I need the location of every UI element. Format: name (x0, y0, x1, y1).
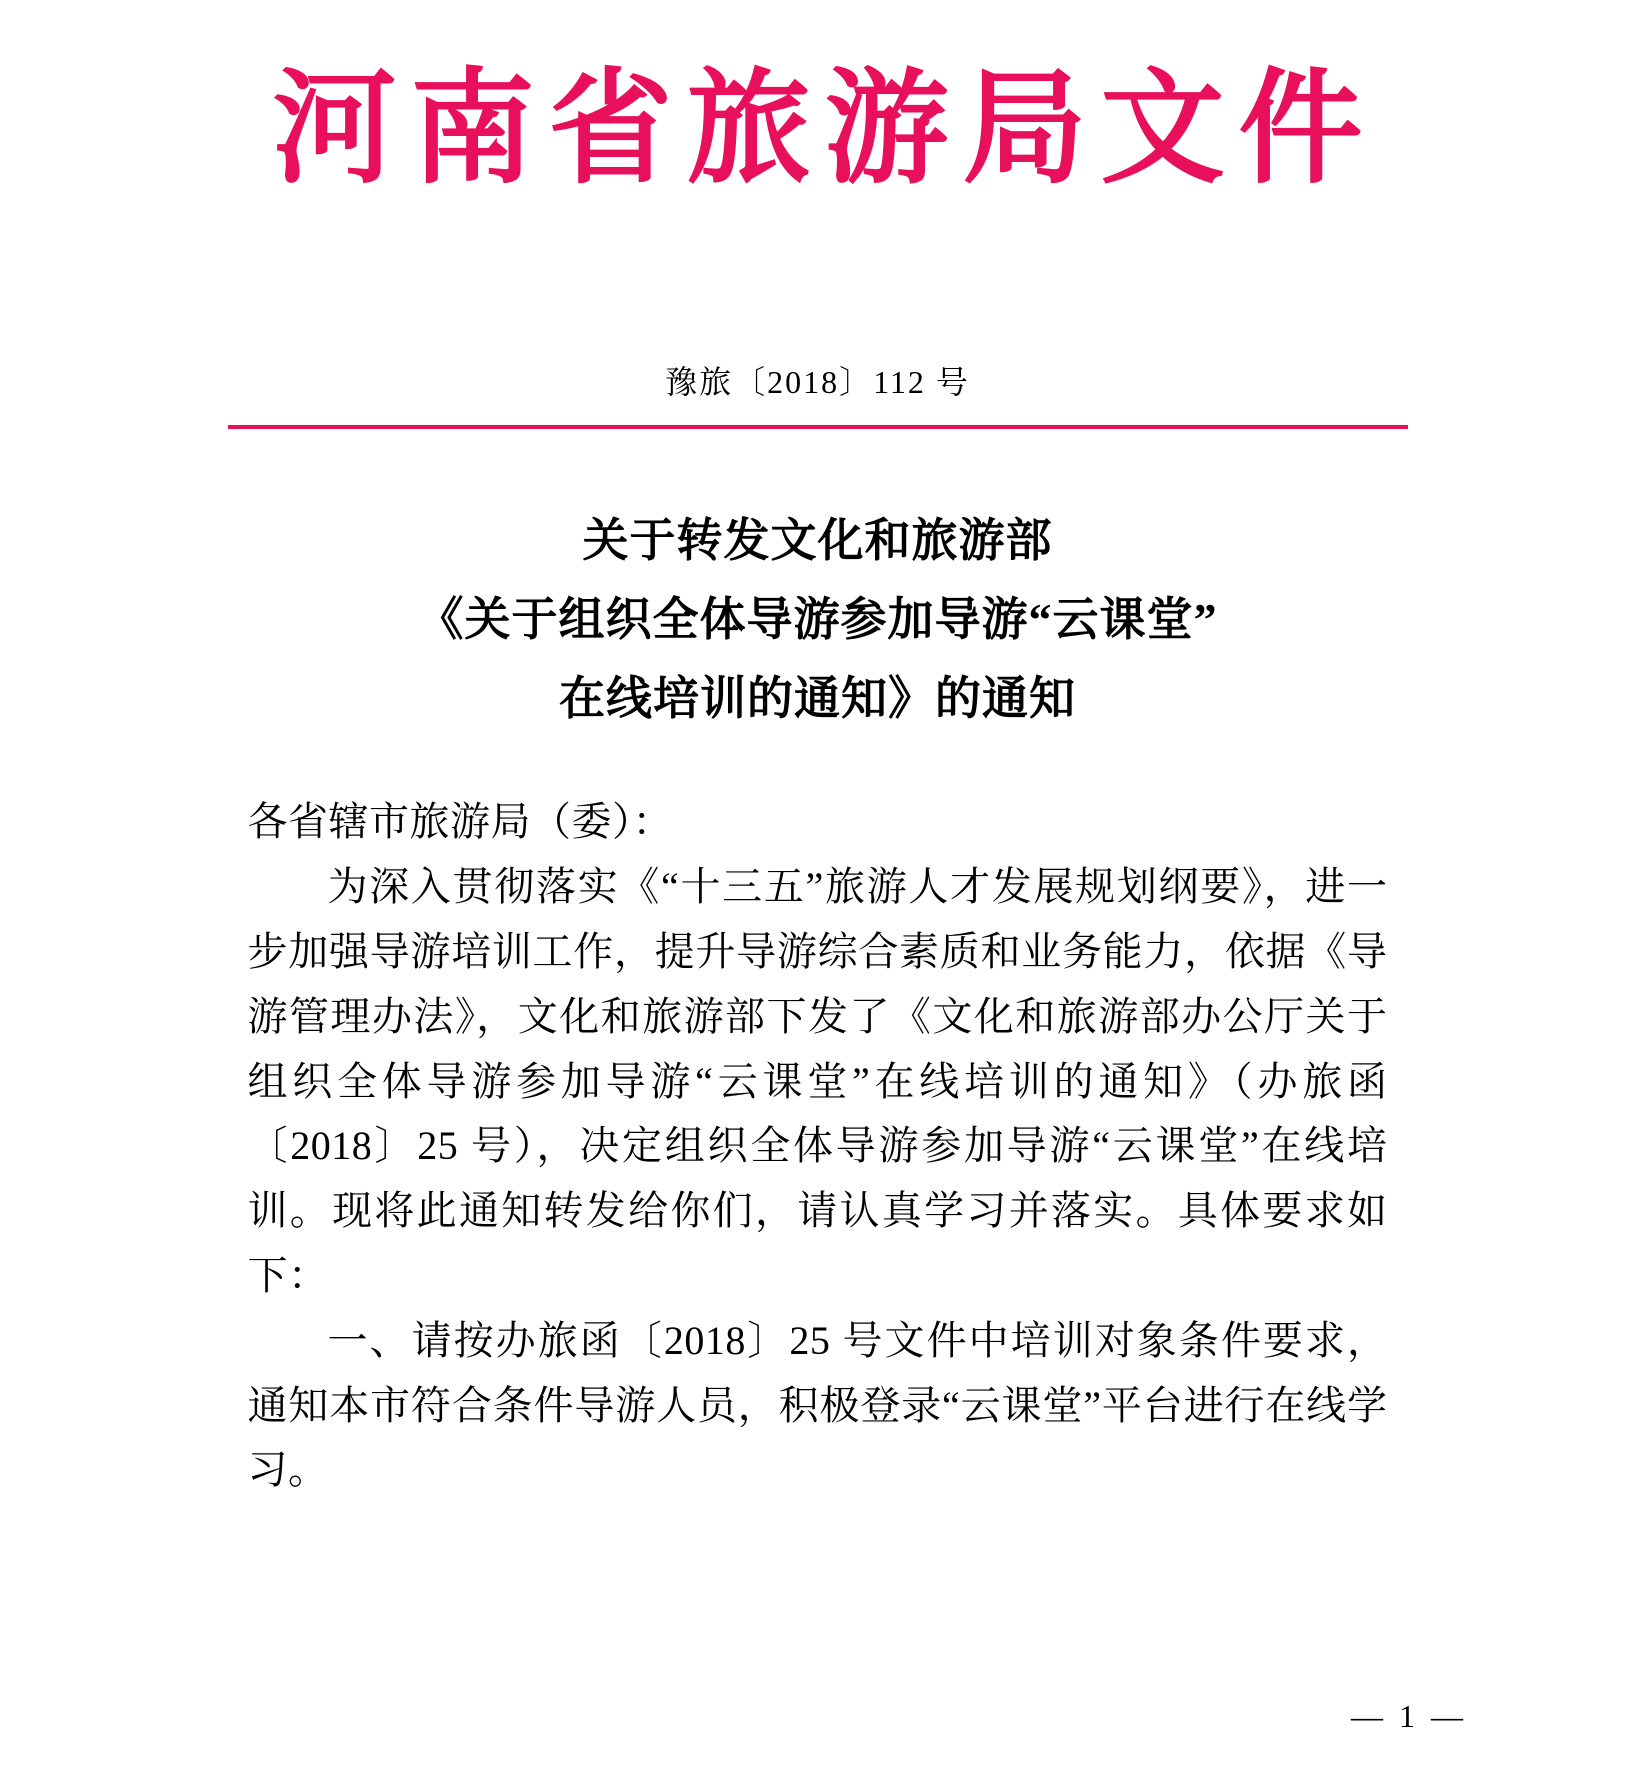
title-line-2: 《关于组织全体导游参加导游“云课堂” (417, 594, 1218, 646)
page-number: — 1 — (1351, 1698, 1467, 1734)
red-separator-rule (228, 425, 1408, 429)
issuing-authority-title: 河南省旅游局文件 (272, 61, 1377, 198)
body-paragraph-2: 一、请按办旅函〔2018〕25 号文件中培训对象条件要求，通知本市符合条件导游人员，积极登录“云课堂”平台进行在线学习。 (247, 1317, 1388, 1493)
document-number-row (0, 357, 1635, 403)
salutation: 各省辖市旅游局（委）： (247, 799, 673, 845)
document-title (218, 501, 1418, 738)
title-line-1: 关于转发文化和旅游部 (582, 515, 1053, 566)
title-line-3: 在线培训的通知》的通知 (559, 673, 1076, 725)
document-number: 豫旅〔2018〕112 号 (665, 364, 970, 400)
masthead (0, 0, 1635, 207)
document-body (248, 790, 1388, 1503)
body-paragraph-1: 为深入贯彻落实《“十三五”旅游人才发展规划纲要》，进一步加强导游培训工作，提升导游综合素质和业务能力，依据《导游管理办法》，文化和旅游部下发了《文化和旅游部办公厅关于组织全体导游参加导游“云课堂”在线培训的通知》（办旅函〔2018〕25 号），决定组织全体导游参加导游“云课堂”在线培训。现将此通知转发给你们，请认真学习并落实。具体要求如下： (247, 864, 1388, 1298)
